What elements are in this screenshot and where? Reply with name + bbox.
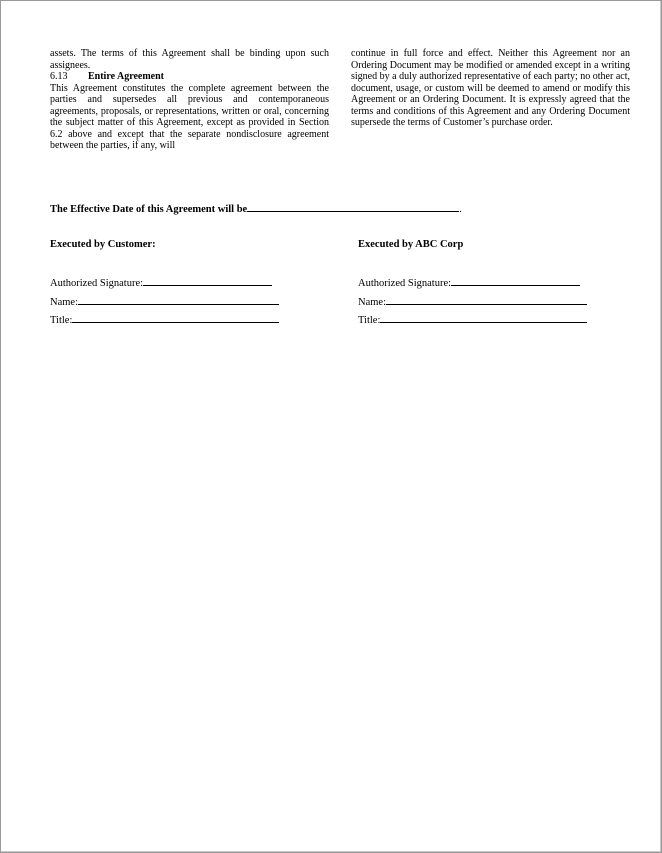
- continued-paragraph-right: continue in full force and effect. Neither this Agreement nor an Ordering Document may be modified or amended except in a writing signed by a duly authorized representative of each party; no other act, document, usage, or custom will be deemed to amend or modify this Agreement or an Ordering Document. It is expressly agreed that the terms and conditions of this Agreement and any Ordering Document supersede the terms of Customer’s purchase order.: [351, 48, 630, 128]
- company-title-line: [358, 312, 598, 331]
- name-blank: [78, 294, 279, 305]
- customer-title-line: [50, 312, 290, 331]
- title-label: Title:: [50, 315, 73, 326]
- customer-authorized-signature-line: [50, 275, 290, 294]
- authorized-signature-label: Authorized Signature:: [50, 278, 144, 289]
- customer-signature-block: [50, 239, 290, 331]
- title-blank: [380, 312, 587, 323]
- title-label: Title:: [358, 315, 381, 326]
- company-name-line: [358, 294, 598, 313]
- customer-heading: Executed by Customer:: [50, 239, 156, 250]
- section-number: 6.13: [50, 71, 68, 82]
- right-column: [351, 48, 630, 129]
- continued-paragraph: assets. The terms of this Agreement shall be binding upon such assignees.: [50, 48, 329, 71]
- name-blank: [386, 294, 587, 305]
- section-heading: [50, 71, 329, 83]
- company-authorized-signature-line: [358, 275, 598, 294]
- effective-date-label: The Effective Date of this Agreement will be: [50, 204, 248, 215]
- company-signature-block: [358, 239, 598, 331]
- effective-date-end: .: [459, 204, 462, 215]
- signature-blank: [143, 275, 272, 286]
- left-column: [50, 48, 329, 152]
- signature-blank: [451, 275, 580, 286]
- customer-name-line: [50, 294, 290, 313]
- title-blank: [72, 312, 279, 323]
- name-label: Name:: [50, 296, 78, 308]
- company-heading: Executed by ABC Corp: [358, 239, 464, 250]
- effective-date-blank: [247, 201, 459, 212]
- authorized-signature-label: Authorized Signature:: [358, 278, 452, 289]
- section-body: This Agreement constitutes the complete agreement between the parties and supersedes all previous and contemporaneous agreements, proposals, or representations, written or oral, concerning the subject matter of this Agreement, except as provided in Section 6.2 above and except that the separate nondisclosure agreement between the parties, if any, will: [50, 82, 329, 151]
- section-title: Entire Agreement: [88, 71, 165, 82]
- name-label: Name:: [358, 296, 386, 308]
- effective-date-line: [50, 201, 462, 215]
